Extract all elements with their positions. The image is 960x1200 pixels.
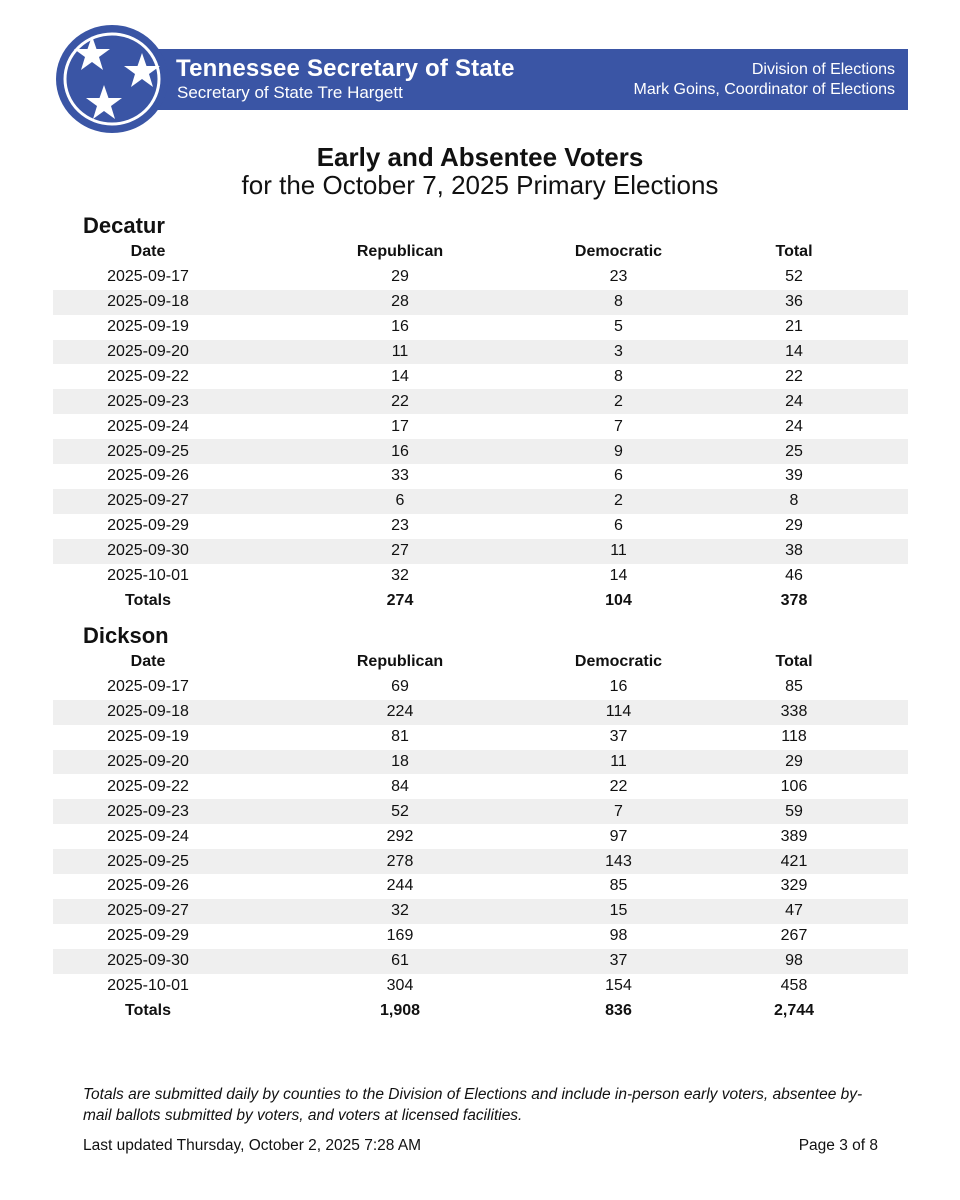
report-title: Early and Absentee Voters: [316, 142, 644, 172]
total-cell: 458: [780, 977, 808, 995]
column-header-total: Total: [775, 653, 813, 671]
date-cell: 2025-09-23: [53, 799, 243, 824]
democratic-cell: 9: [557, 439, 680, 464]
democratic-cell: 23: [609, 268, 628, 286]
total-cell: 267: [780, 927, 808, 945]
total-cell: 46: [785, 567, 803, 585]
date-cell: 2025-09-26: [107, 877, 189, 895]
democratic-cell: 6: [614, 517, 623, 535]
column-header-date: Date: [130, 653, 166, 671]
democratic-cell: 37: [557, 949, 680, 974]
table-body: [53, 265, 908, 613]
date-cell: 2025-09-29: [107, 517, 189, 535]
democratic-cell: 5: [614, 318, 623, 336]
report-subtitle: for the October 7, 2025 Primary Elections: [241, 170, 719, 200]
totals-republican-cell: 274: [243, 588, 557, 613]
voters-table: [53, 240, 908, 613]
total-cell: 36: [680, 290, 908, 315]
table-row: [53, 439, 908, 464]
date-cell: 2025-09-17: [107, 678, 189, 696]
total-cell: 59: [680, 799, 908, 824]
democratic-cell: 143: [557, 849, 680, 874]
county-name: Decatur: [83, 213, 165, 238]
republican-cell: 304: [386, 977, 414, 995]
table-header-row: [53, 650, 908, 675]
total-cell: 47: [680, 899, 908, 924]
org-subtitle: Secretary of State Tre Hargett: [177, 83, 403, 102]
total-cell: 338: [680, 700, 908, 725]
date-cell: 2025-09-22: [107, 367, 189, 385]
date-cell: 2025-10-01: [107, 567, 189, 585]
table-row: [53, 389, 908, 414]
total-cell: 98: [680, 949, 908, 974]
footnote: Totals are submitted daily by counties to the Division of Elections and include in-person early voters, absentee by-mail ballots submitted by voters, and voters at licensed facilities.: [83, 1086, 863, 1124]
total-cell: 21: [785, 318, 803, 336]
date-cell: 2025-09-30: [53, 949, 243, 974]
total-cell: 29: [680, 750, 908, 775]
total-cell: 8: [680, 489, 908, 514]
table-row: [53, 414, 908, 439]
totals-label: Totals: [53, 998, 243, 1023]
table-row: [53, 340, 908, 365]
table-header-row: [53, 240, 908, 265]
democratic-cell: 98: [609, 927, 628, 945]
republican-cell: 61: [243, 949, 557, 974]
totals-total-cell: 2,744: [680, 998, 908, 1023]
totals-democratic-cell: 104: [557, 588, 680, 613]
table-row: [53, 924, 908, 949]
date-cell: 2025-09-17: [107, 268, 189, 286]
column-header-democratic: Democratic: [574, 653, 663, 671]
totals-label: Totals: [53, 588, 243, 613]
republican-cell: 16: [243, 439, 557, 464]
democratic-cell: 16: [609, 678, 628, 696]
total-cell: 52: [785, 268, 803, 286]
democratic-cell: 7: [557, 799, 680, 824]
total-cell: 85: [785, 678, 803, 696]
republican-cell: 11: [243, 340, 557, 365]
date-cell: 2025-09-23: [53, 389, 243, 414]
table-row: [53, 849, 908, 874]
date-cell: 2025-09-20: [53, 750, 243, 775]
table-row: [53, 514, 908, 539]
table-row: [53, 700, 908, 725]
republican-cell: 32: [243, 899, 557, 924]
table-row: [53, 290, 908, 315]
republican-cell: 33: [391, 467, 409, 485]
column-header-democratic: Democratic: [574, 243, 663, 261]
date-cell: 2025-09-19: [107, 318, 189, 336]
totals-row: [53, 588, 908, 613]
republican-cell: 292: [386, 827, 414, 845]
date-cell: 2025-09-29: [107, 927, 189, 945]
column-header-republican: Republican: [356, 243, 444, 261]
table-row: [53, 364, 908, 389]
date-cell: 2025-09-18: [53, 700, 243, 725]
republican-cell: 17: [391, 417, 409, 435]
date-cell: 2025-09-27: [53, 489, 243, 514]
date-cell: 2025-09-20: [53, 340, 243, 365]
republican-cell: 84: [391, 777, 409, 795]
total-cell: 14: [680, 340, 908, 365]
table-row: [53, 949, 908, 974]
republican-cell: 6: [243, 489, 557, 514]
democratic-cell: 97: [609, 827, 628, 845]
totals-democratic-cell: 836: [557, 998, 680, 1023]
page-number: Page 3 of 8: [798, 1137, 878, 1154]
democratic-cell: 2: [557, 389, 680, 414]
democratic-cell: 7: [614, 417, 623, 435]
democratic-cell: 8: [614, 367, 623, 385]
table-row: [53, 874, 908, 899]
table-row: [53, 899, 908, 924]
republican-cell: 81: [391, 728, 409, 746]
republican-cell: 169: [386, 927, 414, 945]
democratic-cell: 11: [557, 539, 680, 564]
voters-table: [53, 650, 908, 1023]
three-stars-seal-icon: [55, 24, 169, 134]
table-row: [53, 974, 908, 999]
table-row: [53, 489, 908, 514]
democratic-cell: 3: [557, 340, 680, 365]
division-name: Division of Elections: [751, 61, 895, 78]
republican-cell: 23: [391, 517, 409, 535]
total-cell: 29: [785, 517, 803, 535]
table-row: [53, 539, 908, 564]
table-row: [53, 774, 908, 799]
democratic-cell: 15: [557, 899, 680, 924]
date-cell: 2025-09-25: [53, 849, 243, 874]
democratic-cell: 85: [609, 877, 628, 895]
totals-row: [53, 998, 908, 1023]
democratic-cell: 22: [609, 777, 628, 795]
totals-total-cell: 378: [680, 588, 908, 613]
table-row: [53, 675, 908, 700]
democratic-cell: 114: [557, 700, 680, 725]
total-cell: 106: [780, 777, 808, 795]
republican-cell: 52: [243, 799, 557, 824]
republican-cell: 27: [243, 539, 557, 564]
date-cell: 2025-09-25: [53, 439, 243, 464]
democratic-cell: 2: [557, 489, 680, 514]
democratic-cell: 8: [557, 290, 680, 315]
republican-cell: 28: [243, 290, 557, 315]
total-cell: 118: [781, 728, 807, 746]
republican-cell: 29: [391, 268, 409, 286]
table-row: [53, 750, 908, 775]
column-header-total: Total: [775, 243, 813, 261]
republican-cell: 224: [243, 700, 557, 725]
total-cell: 329: [780, 877, 808, 895]
democratic-cell: 14: [609, 567, 628, 585]
column-header-date: Date: [130, 243, 166, 261]
totals-republican-cell: 1,908: [243, 998, 557, 1023]
total-cell: 39: [785, 467, 803, 485]
democratic-cell: 154: [605, 977, 632, 995]
coordinator-name: Mark Goins, Coordinator of Elections: [633, 81, 895, 98]
republican-cell: 32: [391, 567, 409, 585]
table-row: [53, 564, 908, 589]
date-cell: 2025-09-24: [107, 417, 189, 435]
republican-cell: 14: [391, 367, 409, 385]
date-cell: 2025-09-22: [107, 777, 189, 795]
democratic-cell: 37: [609, 728, 628, 746]
total-cell: 22: [785, 367, 803, 385]
date-cell: 2025-10-01: [107, 977, 189, 995]
table-body: [53, 675, 908, 1023]
last-updated: Last updated Thursday, October 2, 2025 7:28 AM: [83, 1137, 422, 1154]
republican-cell: 22: [243, 389, 557, 414]
republican-cell: 278: [243, 849, 557, 874]
democratic-cell: 6: [614, 467, 623, 485]
table-row: [53, 464, 908, 489]
table-row: [53, 315, 908, 340]
total-cell: 24: [785, 417, 803, 435]
org-title: Tennessee Secretary of State: [176, 55, 515, 82]
date-cell: 2025-09-24: [107, 827, 189, 845]
total-cell: 24: [680, 389, 908, 414]
republican-cell: 69: [391, 678, 409, 696]
county-name: Dickson: [83, 623, 169, 648]
date-cell: 2025-09-27: [53, 899, 243, 924]
table-row: [53, 799, 908, 824]
date-cell: 2025-09-26: [107, 467, 189, 485]
democratic-cell: 11: [557, 750, 680, 775]
table-row: [53, 824, 908, 849]
county-section-dickson: [53, 622, 908, 1023]
republican-cell: 16: [391, 318, 409, 336]
total-cell: 25: [680, 439, 908, 464]
table-row: [53, 265, 908, 290]
county-section-decatur: [53, 212, 908, 613]
date-cell: 2025-09-30: [53, 539, 243, 564]
total-cell: 38: [680, 539, 908, 564]
republican-cell: 18: [243, 750, 557, 775]
republican-cell: 244: [386, 877, 414, 895]
date-cell: 2025-09-19: [107, 728, 189, 746]
table-row: [53, 725, 908, 750]
column-header-republican: Republican: [356, 653, 444, 671]
total-cell: 421: [680, 849, 908, 874]
date-cell: 2025-09-18: [53, 290, 243, 315]
total-cell: 389: [780, 827, 808, 845]
